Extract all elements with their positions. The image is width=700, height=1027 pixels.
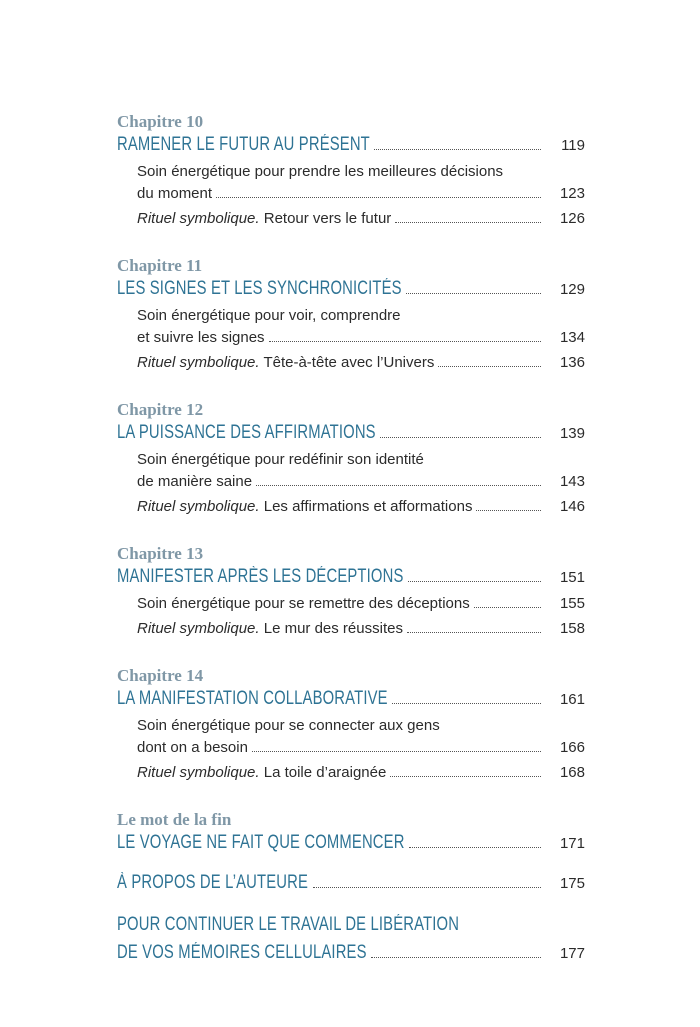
toc-entry-soin[interactable]	[137, 449, 585, 493]
entry-text: Soin énergétique pour se remettre des déceptions	[137, 595, 470, 612]
chapter-10	[117, 112, 585, 230]
chapter-title-row[interactable]	[117, 420, 585, 446]
toc-entry-soin[interactable]	[137, 305, 585, 349]
leader-dots	[476, 509, 541, 511]
page-number: 177	[559, 945, 585, 962]
page-number: 151	[559, 569, 585, 586]
chapter-title: LE VOYAGE NE FAIT QUE COMMENCER	[117, 832, 405, 853]
page-number: 134	[559, 329, 585, 346]
leader-dots	[374, 148, 541, 150]
toc-entry-ritual[interactable]	[137, 618, 585, 640]
leader-dots	[408, 580, 541, 582]
leader-dots	[395, 221, 541, 223]
entry-text-cont: de manière saine	[137, 473, 253, 490]
chapter-title-row[interactable]	[117, 132, 585, 158]
about-section	[117, 870, 585, 896]
toc-entry-ritual[interactable]	[137, 352, 585, 374]
ritual-text: Retour vers le futur	[259, 210, 392, 227]
chapter-title-row[interactable]	[117, 276, 585, 302]
chapter-label: Le mot de la fin	[117, 810, 232, 829]
continue-section[interactable]	[117, 912, 585, 966]
leader-dots	[407, 631, 541, 633]
chapter-title-row[interactable]	[117, 870, 585, 896]
chapter-12	[117, 400, 585, 518]
page-number: 139	[559, 425, 585, 442]
leader-dots	[409, 846, 541, 848]
ritual-text: La toile d’araignée	[259, 764, 387, 781]
ritual-text: Tête-à-tête avec l’Univers	[259, 354, 435, 371]
chapter-title: RAMENER LE FUTUR AU PRÉSENT	[117, 134, 370, 155]
leader-dots	[390, 775, 541, 777]
chapter-title: POUR CONTINUER LE TRAVAIL DE LIBÉRATION	[117, 914, 460, 935]
page-number: 126	[559, 210, 585, 227]
chapter-label: Chapitre 12	[117, 400, 204, 419]
chapter-title: LA PUISSANCE DES AFFIRMATIONS	[117, 422, 376, 443]
leader-dots	[252, 750, 541, 752]
page-number: 168	[559, 764, 585, 781]
ritual-label: Rituel symbolique.	[137, 354, 260, 371]
leader-dots	[474, 606, 541, 608]
page-number: 136	[559, 354, 585, 371]
chapter-11	[117, 256, 585, 374]
toc-entry-ritual[interactable]	[137, 208, 585, 230]
chapter-title-row[interactable]	[117, 564, 585, 590]
entry-text: Soin énergétique pour prendre les meilleures décisions	[137, 163, 504, 180]
chapter-title-row[interactable]	[117, 686, 585, 712]
leader-dots	[438, 365, 541, 367]
chapter-title-cont: DE VOS MÉMOIRES CELLULAIRES	[117, 942, 367, 963]
page-number: 146	[559, 498, 585, 515]
page-number: 175	[559, 875, 585, 892]
chapter-title-row	[117, 940, 585, 966]
leader-dots	[313, 886, 541, 888]
chapter-title: À PROPOS DE L’AUTEURE	[117, 872, 309, 893]
chapter-14	[117, 666, 585, 784]
ritual-label: Rituel symbolique.	[137, 764, 260, 781]
chapter-label: Chapitre 14	[117, 666, 204, 685]
entry-text-cont: et suivre les signes	[137, 329, 265, 346]
chapter-title-row[interactable]	[117, 830, 585, 856]
page-number: 119	[561, 137, 585, 154]
page-number: 158	[559, 620, 585, 637]
toc-entry-soin[interactable]	[137, 593, 585, 615]
leader-dots	[406, 292, 541, 294]
chapter-title: LES SIGNES ET LES SYNCHRONICITÉS	[117, 278, 402, 299]
leader-dots	[256, 484, 541, 486]
chapter-title: LA MANIFESTATION COLLABORATIVE	[117, 688, 388, 709]
final-section	[117, 810, 585, 856]
table-of-contents	[117, 112, 585, 992]
ritual-text: Les affirmations et afformations	[259, 498, 473, 515]
leader-dots	[392, 702, 541, 704]
page-number: 166	[559, 739, 585, 756]
chapter-label: Chapitre 13	[117, 544, 204, 563]
leader-dots	[216, 196, 541, 198]
entry-text-cont: du moment	[137, 185, 213, 202]
ritual-label: Rituel symbolique.	[137, 210, 260, 227]
toc-entry-soin[interactable]	[137, 161, 585, 205]
toc-entry-ritual[interactable]	[137, 762, 585, 784]
page-number: 161	[559, 691, 585, 708]
toc-entry-soin[interactable]	[137, 715, 585, 759]
entry-text: Soin énergétique pour voir, comprendre	[137, 307, 401, 324]
chapter-title: MANIFESTER APRÈS LES DÉCEPTIONS	[117, 566, 404, 587]
chapter-label: Chapitre 11	[117, 256, 203, 275]
leader-dots	[269, 340, 541, 342]
ritual-label: Rituel symbolique.	[137, 620, 260, 637]
entry-text-cont: dont on a besoin	[137, 739, 248, 756]
toc-entry-ritual[interactable]	[137, 496, 585, 518]
page-number: 155	[559, 595, 585, 612]
ritual-label: Rituel symbolique.	[137, 498, 260, 515]
entry-text: Soin énergétique pour redéfinir son identité	[137, 451, 424, 468]
page-number: 129	[559, 281, 585, 298]
chapter-label: Chapitre 10	[117, 112, 204, 131]
leader-dots	[371, 956, 541, 958]
chapter-13	[117, 544, 585, 640]
entry-text: Soin énergétique pour se connecter aux gens	[137, 717, 440, 734]
ritual-text: Le mur des réussites	[259, 620, 403, 637]
page-number: 171	[559, 835, 585, 852]
page-number: 123	[559, 185, 585, 202]
leader-dots	[380, 436, 541, 438]
page-number: 143	[559, 473, 585, 490]
